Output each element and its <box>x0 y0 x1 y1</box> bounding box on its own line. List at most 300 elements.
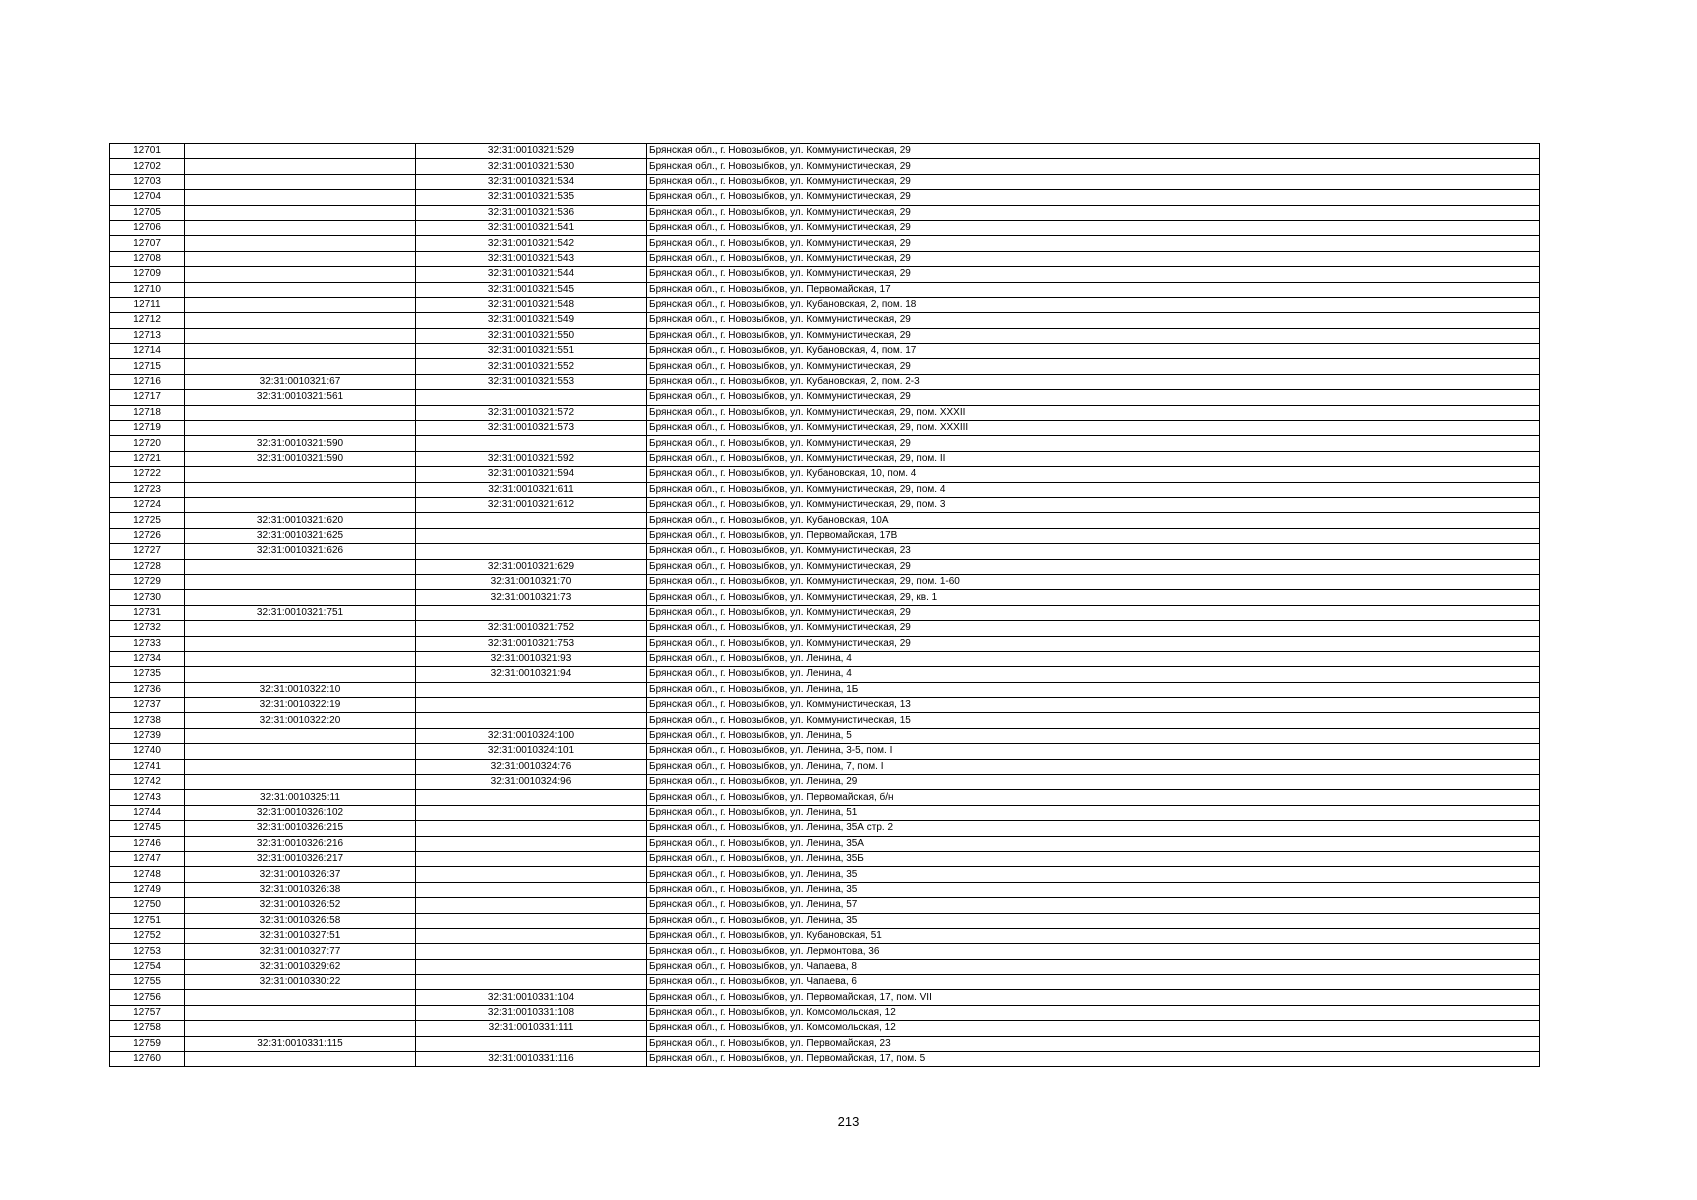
cadastral-number-cell <box>185 174 416 189</box>
cadastral-number-cell: 32:31:0010331:115 <box>185 1036 416 1051</box>
cadastral-number-cell <box>185 359 416 374</box>
address-cell: Брянская обл., г. Новозыбков, ул. Коммунистическая, 29, пом. 4 <box>647 482 1540 497</box>
cadastral-number-secondary-cell: 32:31:0010321:553 <box>416 374 647 389</box>
cadastral-number-cell <box>185 313 416 328</box>
address-cell: Брянская обл., г. Новозыбков, ул. Коммунистическая, 29, пом. II <box>647 451 1540 466</box>
row-number-cell: 12751 <box>110 913 185 928</box>
row-number-cell: 12724 <box>110 497 185 512</box>
cadastral-number-secondary-cell: 32:31:0010321:550 <box>416 328 647 343</box>
cadastral-number-secondary-cell: 32:31:0010321:753 <box>416 636 647 651</box>
row-number-cell: 12719 <box>110 421 185 436</box>
address-cell: Брянская обл., г. Новозыбков, ул. Коммунистическая, 29, кв. 1 <box>647 590 1540 605</box>
row-number-cell: 12702 <box>110 159 185 174</box>
address-cell: Брянская обл., г. Новозыбков, ул. Ленина, 4 <box>647 651 1540 666</box>
cadastral-number-cell: 32:31:0010321:67 <box>185 374 416 389</box>
table-row <box>110 898 1540 913</box>
address-cell: Брянская обл., г. Новозыбков, ул. Коммунистическая, 29 <box>647 636 1540 651</box>
cadastral-number-cell <box>185 421 416 436</box>
cadastral-number-cell <box>185 467 416 482</box>
table-row <box>110 267 1540 282</box>
table-row <box>110 236 1540 251</box>
cadastral-number-secondary-cell: 32:31:0010321:545 <box>416 282 647 297</box>
address-cell: Брянская обл., г. Новозыбков, ул. Коммунистическая, 29 <box>647 251 1540 266</box>
cadastral-number-secondary-cell: 32:31:0010321:536 <box>416 205 647 220</box>
table-row <box>110 836 1540 851</box>
cadastral-number-cell <box>185 775 416 790</box>
cadastral-number-secondary-cell: 32:31:0010321:73 <box>416 590 647 605</box>
cadastral-number-cell: 32:31:0010321:751 <box>185 605 416 620</box>
address-cell: Брянская обл., г. Новозыбков, ул. Коммунистическая, 29 <box>647 190 1540 205</box>
address-cell: Брянская обл., г. Новозыбков, ул. Коммунистическая, 29, пом. XXXIII <box>647 421 1540 436</box>
cadastral-number-cell <box>185 190 416 205</box>
cadastral-number-cell: 32:31:0010321:625 <box>185 528 416 543</box>
row-number-cell: 12759 <box>110 1036 185 1051</box>
row-number-cell: 12753 <box>110 944 185 959</box>
cadastral-number-secondary-cell <box>416 944 647 959</box>
table-row <box>110 436 1540 451</box>
row-number-cell: 12725 <box>110 513 185 528</box>
row-number-cell: 12707 <box>110 236 185 251</box>
cadastral-number-cell: 32:31:0010329:62 <box>185 959 416 974</box>
cadastral-number-secondary-cell <box>416 867 647 882</box>
cadastral-number-secondary-cell <box>416 513 647 528</box>
table-row <box>110 990 1540 1005</box>
cadastral-number-cell <box>185 328 416 343</box>
address-cell: Брянская обл., г. Новозыбков, ул. Первомайская, 23 <box>647 1036 1540 1051</box>
row-number-cell: 12709 <box>110 267 185 282</box>
address-cell: Брянская обл., г. Новозыбков, ул. Коммунистическая, 15 <box>647 713 1540 728</box>
cadastral-number-cell <box>185 744 416 759</box>
cadastral-number-cell <box>185 297 416 312</box>
cadastral-number-cell <box>185 1005 416 1020</box>
cadastral-number-cell <box>185 497 416 512</box>
address-cell: Брянская обл., г. Новозыбков, ул. Коммунистическая, 29 <box>647 267 1540 282</box>
table-row <box>110 728 1540 743</box>
cadastral-number-cell <box>185 405 416 420</box>
address-cell: Брянская обл., г. Новозыбков, ул. Ленина, 35 <box>647 882 1540 897</box>
address-cell: Брянская обл., г. Новозыбков, ул. Первомайская, 17, пом. 5 <box>647 1052 1540 1067</box>
table-row <box>110 651 1540 666</box>
table-row <box>110 975 1540 990</box>
table-row <box>110 513 1540 528</box>
cadastral-number-cell: 32:31:0010321:620 <box>185 513 416 528</box>
address-cell: Брянская обл., г. Новозыбков, ул. Ленина, 1Б <box>647 682 1540 697</box>
table-row <box>110 190 1540 205</box>
address-cell: Брянская обл., г. Новозыбков, ул. Ленина, 29 <box>647 775 1540 790</box>
table-row <box>110 559 1540 574</box>
cadastral-number-cell: 32:31:0010321:590 <box>185 436 416 451</box>
cadastral-number-cell: 32:31:0010326:58 <box>185 913 416 928</box>
row-number-cell: 12731 <box>110 605 185 620</box>
address-cell: Брянская обл., г. Новозыбков, ул. Коммунистическая, 29 <box>647 205 1540 220</box>
table-row <box>110 313 1540 328</box>
address-cell: Брянская обл., г. Новозыбков, ул. Коммунистическая, 29 <box>647 359 1540 374</box>
cadastral-number-cell: 32:31:0010330:22 <box>185 975 416 990</box>
table-row <box>110 144 1540 159</box>
address-cell: Брянская обл., г. Новозыбков, ул. Коммунистическая, 29 <box>647 605 1540 620</box>
registry-table <box>109 143 1540 1067</box>
cadastral-number-secondary-cell: 32:31:0010321:534 <box>416 174 647 189</box>
row-number-cell: 12706 <box>110 220 185 235</box>
table-row <box>110 944 1540 959</box>
row-number-cell: 12760 <box>110 1052 185 1067</box>
cadastral-number-secondary-cell: 32:31:0010321:552 <box>416 359 647 374</box>
row-number-cell: 12701 <box>110 144 185 159</box>
cadastral-number-cell: 32:31:0010326:52 <box>185 898 416 913</box>
table-row <box>110 636 1540 651</box>
address-cell: Брянская обл., г. Новозыбков, ул. Первомайская, 17В <box>647 528 1540 543</box>
cadastral-number-secondary-cell <box>416 528 647 543</box>
cadastral-number-secondary-cell <box>416 1036 647 1051</box>
address-cell: Брянская обл., г. Новозыбков, ул. Комсомольская, 12 <box>647 1005 1540 1020</box>
table-row <box>110 882 1540 897</box>
cadastral-number-cell <box>185 1052 416 1067</box>
row-number-cell: 12728 <box>110 559 185 574</box>
row-number-cell: 12720 <box>110 436 185 451</box>
row-number-cell: 12717 <box>110 390 185 405</box>
table-row <box>110 1052 1540 1067</box>
table-row <box>110 867 1540 882</box>
row-number-cell: 12723 <box>110 482 185 497</box>
cadastral-number-secondary-cell <box>416 790 647 805</box>
cadastral-number-cell <box>185 251 416 266</box>
cadastral-number-secondary-cell: 32:31:0010321:752 <box>416 621 647 636</box>
row-number-cell: 12738 <box>110 713 185 728</box>
cadastral-number-secondary-cell: 32:31:0010331:116 <box>416 1052 647 1067</box>
address-cell: Брянская обл., г. Новозыбков, ул. Кубановская, 51 <box>647 928 1540 943</box>
row-number-cell: 12756 <box>110 990 185 1005</box>
address-cell: Брянская обл., г. Новозыбков, ул. Коммунистическая, 29 <box>647 390 1540 405</box>
table-row <box>110 928 1540 943</box>
cadastral-number-secondary-cell <box>416 605 647 620</box>
cadastral-number-secondary-cell: 32:31:0010321:93 <box>416 651 647 666</box>
address-cell: Брянская обл., г. Новозыбков, ул. Коммунистическая, 23 <box>647 544 1540 559</box>
cadastral-number-secondary-cell: 32:31:0010321:543 <box>416 251 647 266</box>
row-number-cell: 12729 <box>110 574 185 589</box>
cadastral-number-secondary-cell: 32:31:0010321:629 <box>416 559 647 574</box>
cadastral-number-secondary-cell: 32:31:0010321:611 <box>416 482 647 497</box>
address-cell: Брянская обл., г. Новозыбков, ул. Лермонтова, 36 <box>647 944 1540 959</box>
cadastral-number-cell <box>185 621 416 636</box>
table-row <box>110 590 1540 605</box>
table-row <box>110 482 1540 497</box>
address-cell: Брянская обл., г. Новозыбков, ул. Кубановская, 10, пом. 4 <box>647 467 1540 482</box>
row-number-cell: 12713 <box>110 328 185 343</box>
cadastral-number-secondary-cell: 32:31:0010321:535 <box>416 190 647 205</box>
row-number-cell: 12734 <box>110 651 185 666</box>
cadastral-number-secondary-cell: 32:31:0010324:76 <box>416 759 647 774</box>
table-row <box>110 359 1540 374</box>
table-row <box>110 205 1540 220</box>
cadastral-number-secondary-cell <box>416 913 647 928</box>
table-row <box>110 744 1540 759</box>
table-row <box>110 698 1540 713</box>
address-cell: Брянская обл., г. Новозыбков, ул. Ленина, 35 <box>647 867 1540 882</box>
cadastral-number-cell <box>185 590 416 605</box>
table-row <box>110 667 1540 682</box>
cadastral-number-cell <box>185 651 416 666</box>
address-cell: Брянская обл., г. Новозыбков, ул. Ленина, 3-5, пом. I <box>647 744 1540 759</box>
address-cell: Брянская обл., г. Новозыбков, ул. Коммунистическая, 29 <box>647 159 1540 174</box>
cadastral-number-secondary-cell: 32:31:0010321:551 <box>416 344 647 359</box>
cadastral-number-secondary-cell: 32:31:0010321:544 <box>416 267 647 282</box>
row-number-cell: 12705 <box>110 205 185 220</box>
table-row <box>110 544 1540 559</box>
cadastral-number-cell: 32:31:0010322:10 <box>185 682 416 697</box>
table-row <box>110 1005 1540 1020</box>
row-number-cell: 12739 <box>110 728 185 743</box>
address-cell: Брянская обл., г. Новозыбков, ул. Ленина, 57 <box>647 898 1540 913</box>
table-row <box>110 467 1540 482</box>
table-row <box>110 528 1540 543</box>
cadastral-number-secondary-cell <box>416 821 647 836</box>
cadastral-number-cell <box>185 728 416 743</box>
address-cell: Брянская обл., г. Новозыбков, ул. Ленина, 35А <box>647 836 1540 851</box>
row-number-cell: 12754 <box>110 959 185 974</box>
cadastral-number-secondary-cell: 32:31:0010321:94 <box>416 667 647 682</box>
cadastral-number-secondary-cell <box>416 928 647 943</box>
cadastral-number-secondary-cell <box>416 544 647 559</box>
cadastral-number-cell: 32:31:0010327:51 <box>185 928 416 943</box>
row-number-cell: 12744 <box>110 805 185 820</box>
cadastral-number-cell: 32:31:0010327:77 <box>185 944 416 959</box>
table-row <box>110 574 1540 589</box>
address-cell: Брянская обл., г. Новозыбков, ул. Коммунистическая, 29, пом. XXXII <box>647 405 1540 420</box>
cadastral-number-cell: 32:31:0010326:215 <box>185 821 416 836</box>
table-row <box>110 775 1540 790</box>
cadastral-number-secondary-cell <box>416 436 647 451</box>
cadastral-number-secondary-cell <box>416 713 647 728</box>
row-number-cell: 12736 <box>110 682 185 697</box>
cadastral-number-secondary-cell: 32:31:0010331:108 <box>416 1005 647 1020</box>
cadastral-number-secondary-cell <box>416 975 647 990</box>
row-number-cell: 12733 <box>110 636 185 651</box>
table-row <box>110 621 1540 636</box>
cadastral-number-cell <box>185 1021 416 1036</box>
row-number-cell: 12746 <box>110 836 185 851</box>
table-row <box>110 159 1540 174</box>
cadastral-number-secondary-cell <box>416 898 647 913</box>
row-number-cell: 12737 <box>110 698 185 713</box>
cadastral-number-cell: 32:31:0010322:20 <box>185 713 416 728</box>
address-cell: Брянская обл., г. Новозыбков, ул. Ленина, 4 <box>647 667 1540 682</box>
address-cell: Брянская обл., г. Новозыбков, ул. Коммунистическая, 29 <box>647 328 1540 343</box>
cadastral-number-secondary-cell: 32:31:0010331:104 <box>416 990 647 1005</box>
cadastral-number-cell: 32:31:0010326:216 <box>185 836 416 851</box>
cadastral-number-secondary-cell: 32:31:0010321:592 <box>416 451 647 466</box>
row-number-cell: 12757 <box>110 1005 185 1020</box>
cadastral-number-secondary-cell: 32:31:0010321:70 <box>416 574 647 589</box>
page-number: 213 <box>837 1114 860 1129</box>
address-cell: Брянская обл., г. Новозыбков, ул. Коммунистическая, 29 <box>647 174 1540 189</box>
row-number-cell: 12718 <box>110 405 185 420</box>
cadastral-number-secondary-cell <box>416 836 647 851</box>
row-number-cell: 12752 <box>110 928 185 943</box>
cadastral-number-secondary-cell: 32:31:0010321:529 <box>416 144 647 159</box>
cadastral-number-cell: 32:31:0010326:102 <box>185 805 416 820</box>
cadastral-number-cell: 32:31:0010321:590 <box>185 451 416 466</box>
cadastral-number-cell <box>185 574 416 589</box>
table-row <box>110 851 1540 866</box>
table-row <box>110 605 1540 620</box>
table-row <box>110 790 1540 805</box>
row-number-cell: 12730 <box>110 590 185 605</box>
row-number-cell: 12721 <box>110 451 185 466</box>
cadastral-number-cell: 32:31:0010321:561 <box>185 390 416 405</box>
row-number-cell: 12741 <box>110 759 185 774</box>
address-cell: Брянская обл., г. Новозыбков, ул. Ленина, 51 <box>647 805 1540 820</box>
cadastral-number-secondary-cell: 32:31:0010324:96 <box>416 775 647 790</box>
address-cell: Брянская обл., г. Новозыбков, ул. Коммунистическая, 29 <box>647 236 1540 251</box>
table-row <box>110 174 1540 189</box>
address-cell: Брянская обл., г. Новозыбков, ул. Коммунистическая, 13 <box>647 698 1540 713</box>
cadastral-number-secondary-cell: 32:31:0010324:100 <box>416 728 647 743</box>
cadastral-number-secondary-cell <box>416 882 647 897</box>
cadastral-number-cell: 32:31:0010321:626 <box>185 544 416 559</box>
row-number-cell: 12740 <box>110 744 185 759</box>
address-cell: Брянская обл., г. Новозыбков, ул. Чапаева, 6 <box>647 975 1540 990</box>
address-cell: Брянская обл., г. Новозыбков, ул. Кубановская, 2, пом. 2-3 <box>647 374 1540 389</box>
row-number-cell: 12716 <box>110 374 185 389</box>
row-number-cell: 12749 <box>110 882 185 897</box>
cadastral-number-secondary-cell: 32:31:0010321:542 <box>416 236 647 251</box>
address-cell: Брянская обл., г. Новозыбков, ул. Кубановская, 4, пом. 17 <box>647 344 1540 359</box>
address-cell: Брянская обл., г. Новозыбков, ул. Кубановская, 2, пом. 18 <box>647 297 1540 312</box>
row-number-cell: 12703 <box>110 174 185 189</box>
row-number-cell: 12704 <box>110 190 185 205</box>
cadastral-number-secondary-cell <box>416 390 647 405</box>
cadastral-number-cell <box>185 990 416 1005</box>
row-number-cell: 12747 <box>110 851 185 866</box>
address-cell: Брянская обл., г. Новозыбков, ул. Коммунистическая, 29 <box>647 220 1540 235</box>
address-cell: Брянская обл., г. Новозыбков, ул. Коммунистическая, 29 <box>647 559 1540 574</box>
row-number-cell: 12708 <box>110 251 185 266</box>
cadastral-number-secondary-cell: 32:31:0010331:111 <box>416 1021 647 1036</box>
table-row <box>110 959 1540 974</box>
address-cell: Брянская обл., г. Новозыбков, ул. Комсомольская, 12 <box>647 1021 1540 1036</box>
address-cell: Брянская обл., г. Новозыбков, ул. Первомайская, 17, пом. VII <box>647 990 1540 1005</box>
cadastral-number-cell <box>185 667 416 682</box>
address-cell: Брянская обл., г. Новозыбков, ул. Коммунистическая, 29, пом. 1-60 <box>647 574 1540 589</box>
row-number-cell: 12745 <box>110 821 185 836</box>
row-number-cell: 12742 <box>110 775 185 790</box>
address-cell: Брянская обл., г. Новозыбков, ул. Коммунистическая, 29, пом. 3 <box>647 497 1540 512</box>
cadastral-number-secondary-cell: 32:31:0010321:530 <box>416 159 647 174</box>
row-number-cell: 12715 <box>110 359 185 374</box>
table-row <box>110 713 1540 728</box>
address-cell: Брянская обл., г. Новозыбков, ул. Чапаева, 8 <box>647 959 1540 974</box>
row-number-cell: 12714 <box>110 344 185 359</box>
table-row <box>110 374 1540 389</box>
table-row <box>110 328 1540 343</box>
table-row <box>110 759 1540 774</box>
row-number-cell: 12755 <box>110 975 185 990</box>
address-cell: Брянская обл., г. Новозыбков, ул. Ленина, 7, пом. I <box>647 759 1540 774</box>
cadastral-number-cell <box>185 482 416 497</box>
cadastral-number-secondary-cell: 32:31:0010321:612 <box>416 497 647 512</box>
cadastral-number-secondary-cell: 32:31:0010321:573 <box>416 421 647 436</box>
row-number-cell: 12743 <box>110 790 185 805</box>
table-row <box>110 451 1540 466</box>
cadastral-number-cell: 32:31:0010326:37 <box>185 867 416 882</box>
row-number-cell: 12710 <box>110 282 185 297</box>
cadastral-number-secondary-cell <box>416 805 647 820</box>
table-row <box>110 405 1540 420</box>
table-row <box>110 421 1540 436</box>
address-cell: Брянская обл., г. Новозыбков, ул. Коммунистическая, 29 <box>647 313 1540 328</box>
table-row <box>110 390 1540 405</box>
registry-table-body <box>110 144 1540 1067</box>
cadastral-number-cell <box>185 144 416 159</box>
row-number-cell: 12722 <box>110 467 185 482</box>
table-row <box>110 497 1540 512</box>
address-cell: Брянская обл., г. Новозыбков, ул. Первомайская, б/н <box>647 790 1540 805</box>
cadastral-number-cell <box>185 159 416 174</box>
cadastral-number-secondary-cell: 32:31:0010321:548 <box>416 297 647 312</box>
cadastral-number-cell <box>185 267 416 282</box>
row-number-cell: 12727 <box>110 544 185 559</box>
cadastral-number-cell: 32:31:0010325:11 <box>185 790 416 805</box>
cadastral-number-cell <box>185 236 416 251</box>
cadastral-number-secondary-cell: 32:31:0010321:572 <box>416 405 647 420</box>
table-row <box>110 913 1540 928</box>
cadastral-number-secondary-cell <box>416 851 647 866</box>
cadastral-number-secondary-cell <box>416 682 647 697</box>
table-row <box>110 282 1540 297</box>
cadastral-number-cell: 32:31:0010326:217 <box>185 851 416 866</box>
row-number-cell: 12750 <box>110 898 185 913</box>
cadastral-number-cell <box>185 759 416 774</box>
table-row <box>110 251 1540 266</box>
cadastral-number-cell <box>185 344 416 359</box>
table-row <box>110 1021 1540 1036</box>
table-row <box>110 1036 1540 1051</box>
cadastral-number-secondary-cell: 32:31:0010324:101 <box>416 744 647 759</box>
table-row <box>110 220 1540 235</box>
row-number-cell: 12758 <box>110 1021 185 1036</box>
address-cell: Брянская обл., г. Новозыбков, ул. Кубановская, 10А <box>647 513 1540 528</box>
cadastral-number-cell <box>185 282 416 297</box>
address-cell: Брянская обл., г. Новозыбков, ул. Ленина, 5 <box>647 728 1540 743</box>
address-cell: Брянская обл., г. Новозыбков, ул. Первомайская, 17 <box>647 282 1540 297</box>
row-number-cell: 12712 <box>110 313 185 328</box>
cadastral-number-secondary-cell: 32:31:0010321:594 <box>416 467 647 482</box>
table-row <box>110 805 1540 820</box>
cadastral-number-secondary-cell: 32:31:0010321:549 <box>416 313 647 328</box>
address-cell: Брянская обл., г. Новозыбков, ул. Ленина, 35Б <box>647 851 1540 866</box>
cadastral-number-cell <box>185 636 416 651</box>
row-number-cell: 12748 <box>110 867 185 882</box>
row-number-cell: 12732 <box>110 621 185 636</box>
address-cell: Брянская обл., г. Новозыбков, ул. Ленина, 35А стр. 2 <box>647 821 1540 836</box>
address-cell: Брянская обл., г. Новозыбков, ул. Коммунистическая, 29 <box>647 144 1540 159</box>
cadastral-number-cell <box>185 205 416 220</box>
cadastral-number-secondary-cell <box>416 959 647 974</box>
table-row <box>110 682 1540 697</box>
address-cell: Брянская обл., г. Новозыбков, ул. Коммунистическая, 29 <box>647 621 1540 636</box>
cadastral-number-secondary-cell <box>416 698 647 713</box>
cadastral-number-cell <box>185 559 416 574</box>
address-cell: Брянская обл., г. Новозыбков, ул. Ленина, 35 <box>647 913 1540 928</box>
cadastral-number-cell: 32:31:0010326:38 <box>185 882 416 897</box>
table-row <box>110 344 1540 359</box>
table-row <box>110 821 1540 836</box>
cadastral-number-cell: 32:31:0010322:19 <box>185 698 416 713</box>
cadastral-number-secondary-cell: 32:31:0010321:541 <box>416 220 647 235</box>
row-number-cell: 12735 <box>110 667 185 682</box>
row-number-cell: 12726 <box>110 528 185 543</box>
row-number-cell: 12711 <box>110 297 185 312</box>
